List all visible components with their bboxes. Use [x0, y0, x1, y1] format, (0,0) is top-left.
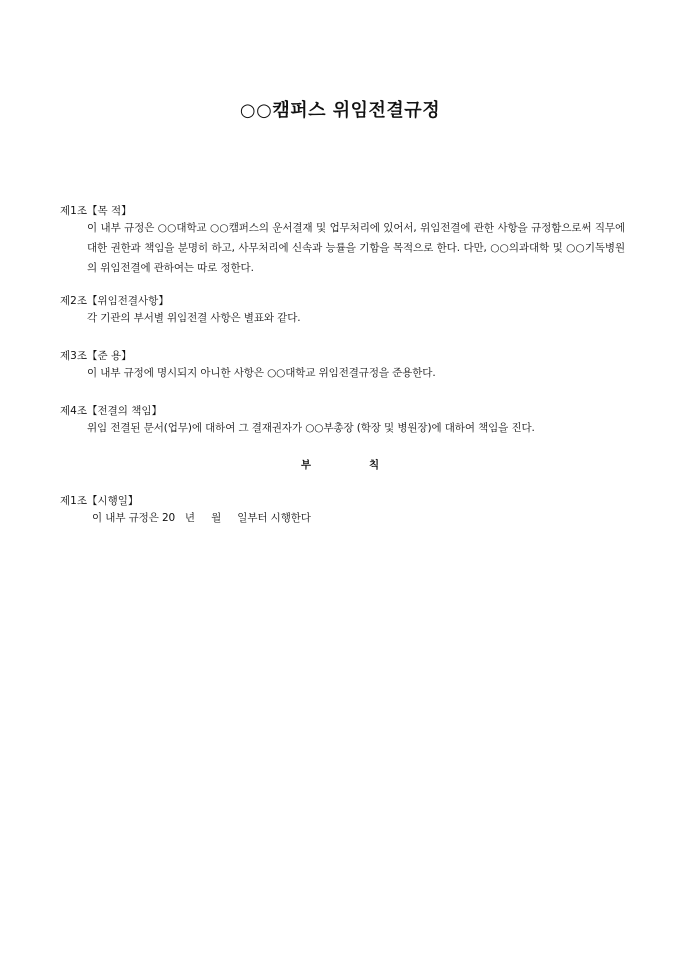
- article-1-heading: 제1조【목 적】: [60, 205, 132, 217]
- supplementary-article-body: 이 내부 규정은 20 년 월 일부터 시행한다: [92, 512, 311, 524]
- supplementary-heading: [0, 457, 680, 472]
- article-2-heading: 제2조【위임전결사항】: [60, 295, 169, 307]
- article-4: [60, 404, 625, 438]
- article-3-body: 이 내부 규정에 명시되지 아니한 사항은 ○○대학교 위임전결규정을 준용한다.: [87, 367, 436, 379]
- article-2-body: 각 기관의 부서별 위임전결 사항은 별표와 같다.: [87, 312, 301, 324]
- supplementary-article-heading: 제1조【시행일】: [60, 495, 139, 507]
- article-4-heading: 제4조【전결의 책임】: [60, 405, 163, 417]
- supplementary-char-2: 칙: [369, 459, 380, 471]
- article-3: [60, 349, 625, 383]
- supplementary-char-1: 부: [300, 459, 311, 471]
- article-3-heading: 제3조【준 용】: [60, 350, 132, 362]
- article-4-body: 위임 전결된 문서(업무)에 대하여 그 결재권자가 ○○부총장 (학장 및 병원장)에 대하여 책임을 진다.: [87, 422, 535, 434]
- article-1: [60, 204, 625, 278]
- article-2: [60, 294, 625, 328]
- article-1-body: 이 내부 규정은 ○○대학교 ○○캠퍼스의 운서결재 및 업무처리에 있어서, 위임전결에 관한 사항을 규정함으로써 직무에 대한 권한과 책임을 분명히 하고, 사무처리에 신속과 능률을 기함을 목적으로 한다. 다만, ○○의과대학 및 ○○기독병원의 위임전결에 관하여는 따로 정한다.: [87, 222, 625, 274]
- supplementary-article-1: [60, 494, 625, 528]
- document-title: ○○캠퍼스 위임전결규정: [239, 100, 441, 121]
